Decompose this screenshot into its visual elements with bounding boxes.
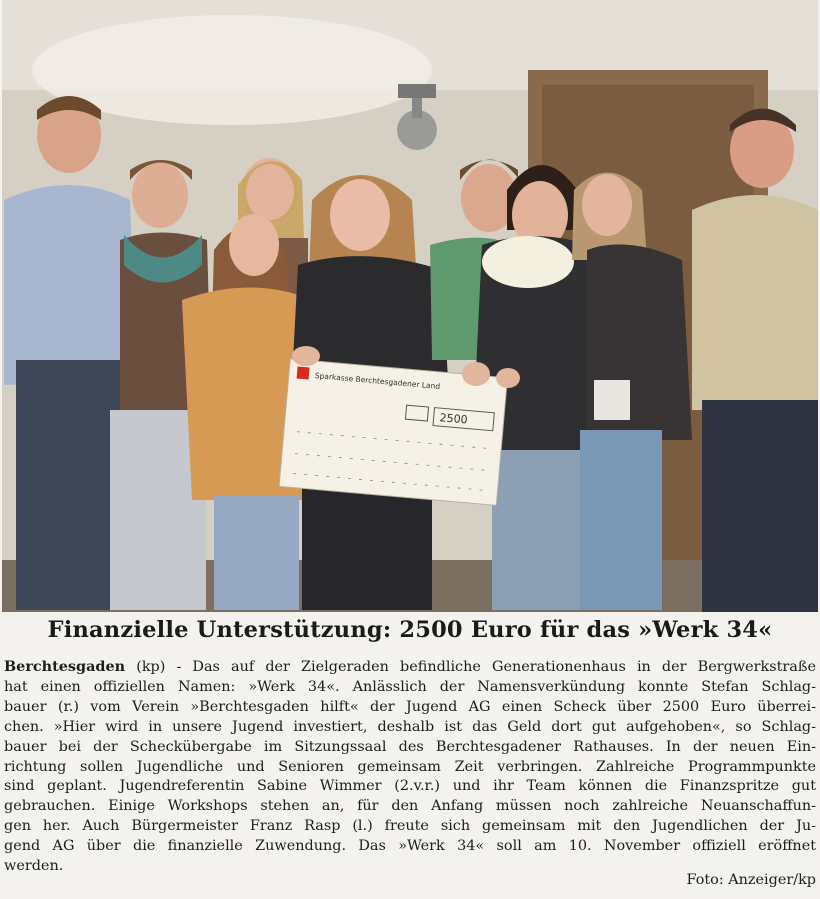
group-photo <box>2 0 818 612</box>
cheque-amount: 2500 <box>439 411 469 427</box>
article-line: gend AG über die finanzielle Zuwendung. Das »Werk 34« soll am 10. November offiziell eröffnet <box>4 838 816 855</box>
article-line: bauer (r.) vom Verein »Berchtesgaden hilft« der Jugend AG einen Scheck über 2500 Euro überrei- <box>4 698 816 715</box>
article-line: hat einen offiziellen Namen: »Werk 34«. Anlässlich der Namensverkündung konnte Stefan Schlag- <box>4 678 816 695</box>
cheque-bank: Sparkasse Berchtesgadener Land <box>314 371 441 391</box>
photo-credit: Foto: Anzeiger/kp <box>686 872 816 888</box>
article-line: richtung sollen Jugendliche und Senioren gemeinsam Zeit verbringen. Zahlreiche Programmpunkte <box>4 758 816 775</box>
article-line: werden. <box>4 858 64 875</box>
article-line: sind geplant. Jugendreferentin Sabine Wimmer (2.v.r.) und ihr Team können die Finanzspritze gut <box>4 778 816 795</box>
article-line: bauer bei der Scheckübergabe im Sitzungssaal des Berchtesgadener Rathauses. In der neuen Ein- <box>4 738 816 755</box>
article-line: gebrauchen. Einige Workshops stehen an, für den Anfang müssen noch zahlreiche Neuanschaffun- <box>4 798 816 815</box>
article-headline: Finanzielle Unterstützung: 2500 Euro für das »Werk 34« <box>47 617 773 643</box>
article-line: gen her. Auch Bürgermeister Franz Rasp (l.) freute sich gemeinsam mit den Jugendlichen der Ju- <box>4 818 816 835</box>
article-lead: Berchtesgaden <box>4 658 126 675</box>
article-body <box>4 657 816 877</box>
article-line: chen. »Hier wird in unsere Jugend investiert, deshalb ist das Geld dort gut aufgehoben«, so Schlag- <box>4 718 816 735</box>
article-line: Berchtesgaden (kp) - Das auf der Zielgeraden befindliche Generationenhaus in der Bergwerkstraße <box>4 658 816 675</box>
